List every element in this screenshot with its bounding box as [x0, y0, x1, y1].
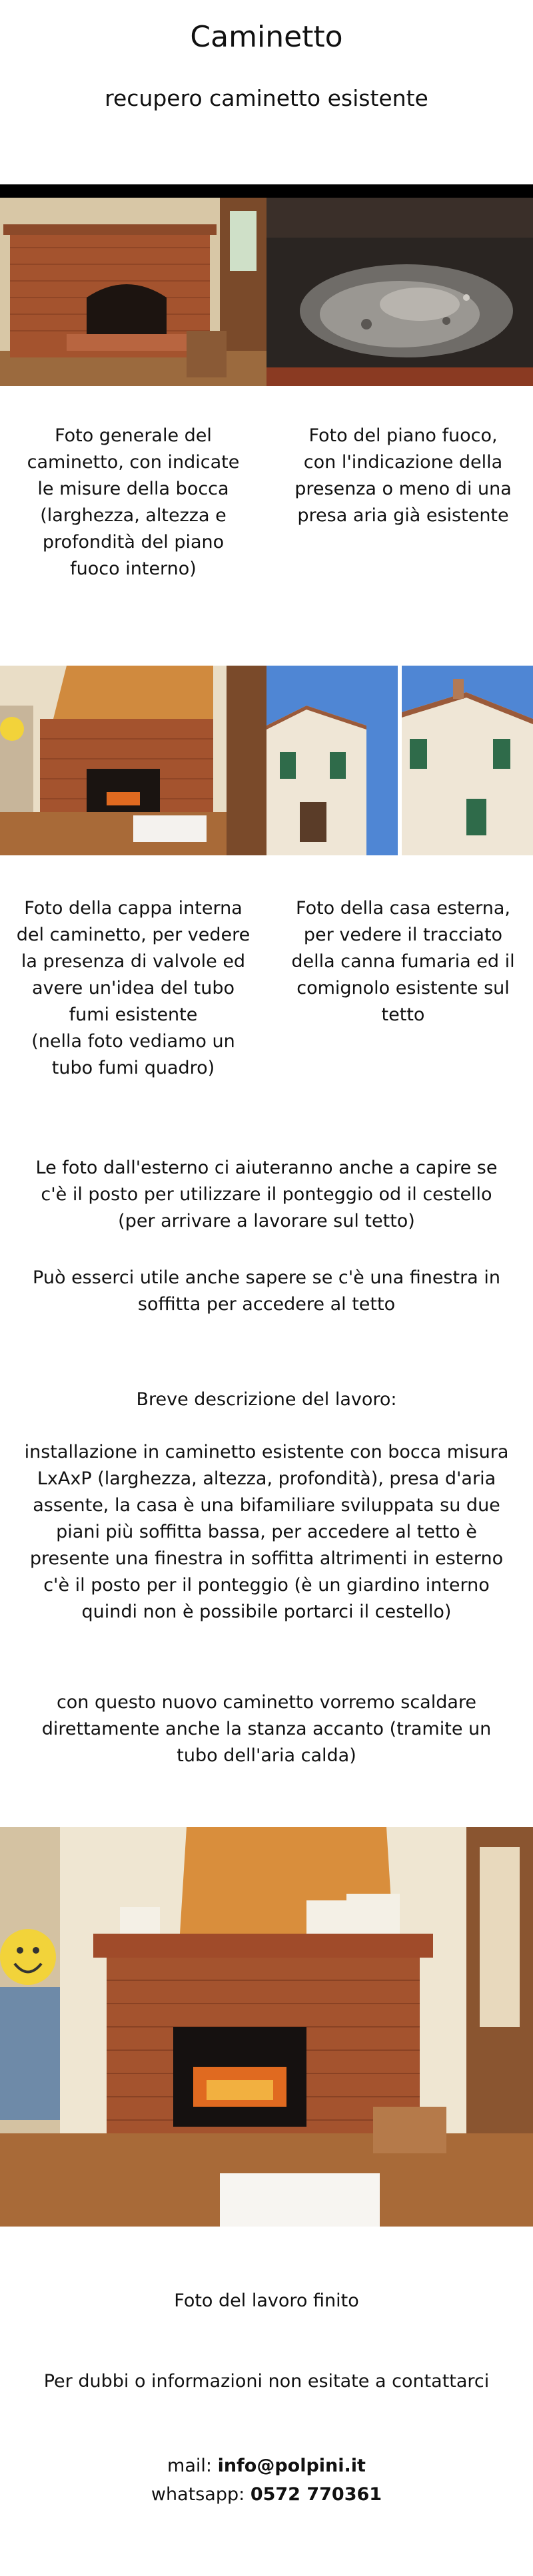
caption-fireplace-hood-note: (nella foto vediamo un tubo fumi quadro): [31, 1031, 235, 1078]
divider-bar: [0, 184, 533, 198]
contact-mail-label: mail:: [167, 2456, 218, 2476]
contact-mail-link[interactable]: info@polpini.it: [217, 2456, 366, 2476]
info-paragraph-attic-window: Può esserci utile anche sapere se c'è una finestra in soffitta per accedere al tetto: [33, 1267, 500, 1315]
caption-house-exterior: Foto della casa esterna, per vedere il tracciato della canna fumaria ed il comignolo esistente sul tetto: [291, 898, 515, 1025]
contact-intro: Per dubbi o informazioni non esitate a contattarci: [43, 2371, 490, 2392]
photo-fireplace-general: [0, 198, 266, 386]
photo-fire-floor: [266, 198, 533, 386]
description-heading: Breve descrizione del lavoro:: [136, 1389, 397, 1410]
page-title: Caminetto: [190, 20, 343, 54]
caption-finished-work: Foto del lavoro finito: [174, 2290, 359, 2311]
caption-fireplace-hood: [10, 895, 257, 1082]
description-body: installazione in caminetto esistente con bocca misura LxAxP (larghezza, altezza, profondità), presa d'aria assente, la casa è una bifamiliare sviluppata su due piani più soffitta bassa, per accedere al tetto è presente una finestra in soffitta altrimenti in esterno c'è il posto per il ponteggio (è un giardino interno quindi non è possibile portarci il cestello): [24, 1442, 509, 1622]
photo-finished-work: [0, 1827, 533, 2227]
contact-mail: [20, 2453, 513, 2479]
caption-fireplace-hood-text: Foto della cappa interna del caminetto, per vedere la presenza di valvole ed avere un'idea del tubo fumi esistente: [16, 898, 251, 1025]
contact-whatsapp-number[interactable]: 0572 770361: [250, 2484, 382, 2505]
caption-fire-floor: Foto del piano fuoco, con l'indicazione della presenza o meno di una presa aria già esistente: [294, 425, 512, 526]
photo-fireplace-hood: [0, 666, 266, 855]
description-body-2: con questo nuovo caminetto vorremo scaldare direttamente anche la stanza accanto (tramite un tubo dell'aria calda): [41, 1692, 492, 1766]
page-subtitle: recupero caminetto esistente: [105, 85, 428, 111]
contact-whatsapp: [20, 2481, 513, 2508]
caption-fireplace-general: Foto generale del caminetto, con indicate le misure della bocca (larghezza, altezza e profondità del piano fuoco interno): [27, 425, 240, 579]
photo-house-exterior: [266, 666, 533, 855]
info-paragraph-scaffolding: Le foto dall'esterno ci aiuteranno anche a capire se c'è il posto per utilizzare il ponteggio od il cestello (per arrivare a lavorare sul tetto): [35, 1158, 498, 1231]
contact-whatsapp-label: whatsapp:: [151, 2484, 251, 2505]
